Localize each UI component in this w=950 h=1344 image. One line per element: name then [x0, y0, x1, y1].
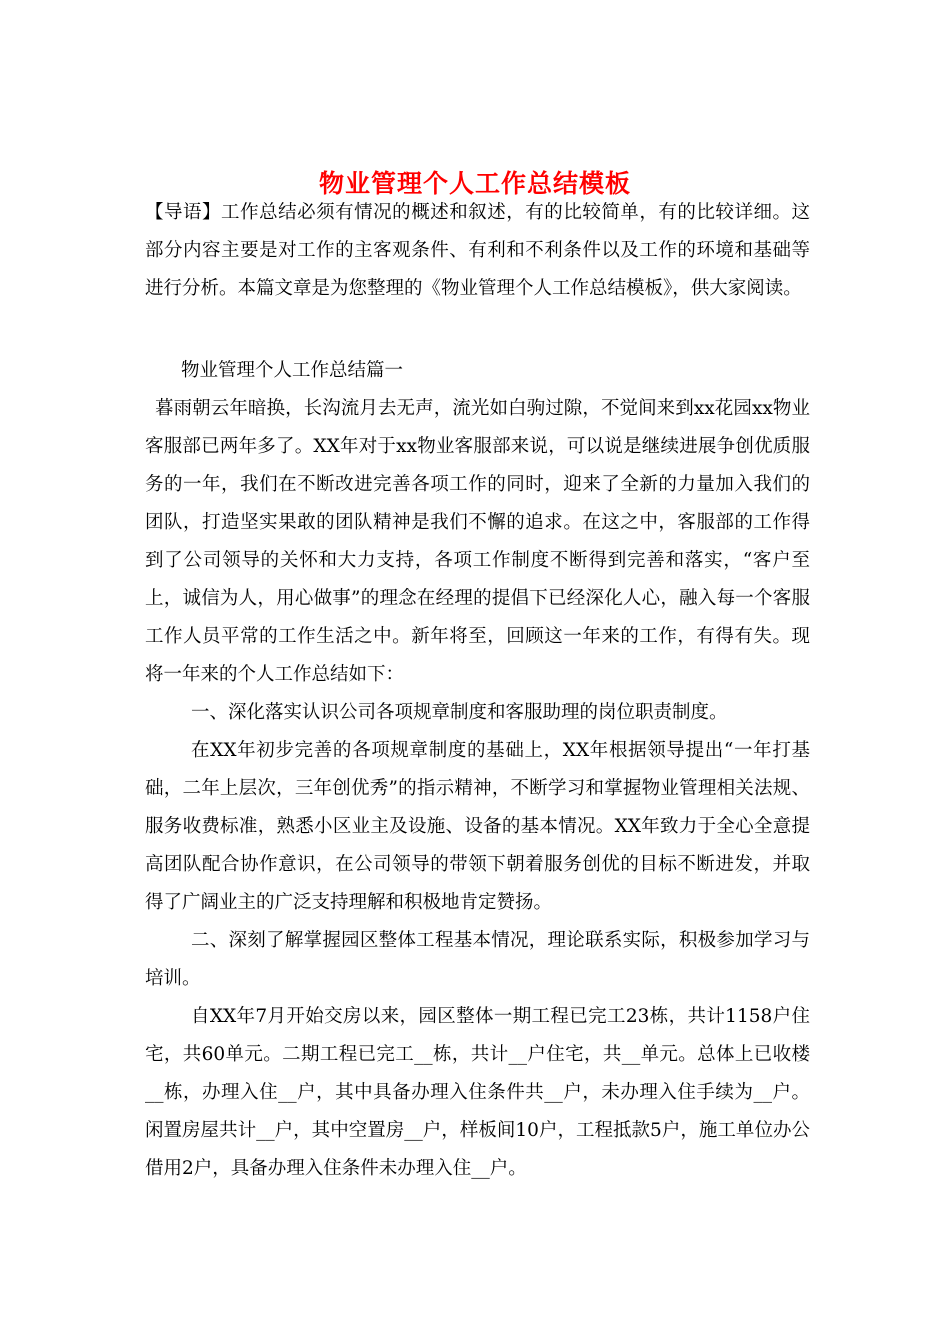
- body-paragraph-2: 一、深化落实认识公司各项规章制度和客服助理的岗位职责制度。: [191, 702, 728, 723]
- document-body: [145, 194, 810, 1188]
- body-paragraph-1: 暮雨朝云年暗换，长沟流月去无声，流光如白驹过隙，不觉间来到xx花园xx物业客服部已两年多了。XX年对于xx物业客服部来说，可以说是继续进展争创优质服务的一年，我们在不断改进完善各项工作的同时，迎来了全新的力量加入我们的团队，打造坚实果敢的团队精神是我们不懈的追求。在这之中，客服部的工作得到了公司领导的关怀和大力支持，各项工作制度不断得到完善和落实，“客户至上，诚信为人，用心做事”的理念在经理的提倡下已经深化人心，融入每一个客服工作人员平常的工作生活之中。新年将至，回顾这一年来的工作，有得有失。现将一年来的个人工作总结如下：: [145, 398, 810, 685]
- section-heading: 物业管理个人工作总结篇一: [181, 360, 404, 381]
- intro-paragraph: 【导语】工作总结必须有情况的概述和叙述，有的比较简单，有的比较详细。这部分内容主要是对工作的主客观条件、有利和不利条件以及工作的环境和基础等进行分析。本篇文章是为您整理的《物业管理个人工作总结模板》，供大家阅读。: [145, 202, 810, 299]
- body-paragraph-4: 二、深刻了解掌握园区整体工程基本情况，理论联系实际，积极参加学习与培训。: [145, 930, 810, 989]
- document-title: 物业管理个人工作总结模板: [318, 168, 631, 198]
- body-paragraph-3: 在XX年初步完善的各项规章制度的基础上，XX年根据领导提出“一年打基础，二年上层次，三年创优秀”的指示精神，不断学习和掌握物业管理相关法规、服务收费标准，熟悉小区业主及设施、设备的基本情况。XX年致力于全心全意提高团队配合协作意识，在公司领导的带领下朝着服务创优的目标不断进发，并取得了广阔业主的广泛支持理解和积极地肯定赞扬。: [145, 740, 810, 913]
- body-paragraph-5: 自XX年7月开始交房以来，园区整体一期工程已完工23栋，共计1158户住宅，共60单元。二期工程已完工__栋，共计__户住宅，共__单元。总体上已收楼__栋，办理入住__户，其中具备办理入住条件共__户，未办理入住手续为__户。闲置房屋共计__户，其中空置房__户，样板间10户，工程抵款5户，施工单位办公借用2户，具备办理入住条件未办理入住__户。: [145, 1006, 810, 1179]
- paragraph-spacer: [145, 308, 810, 352]
